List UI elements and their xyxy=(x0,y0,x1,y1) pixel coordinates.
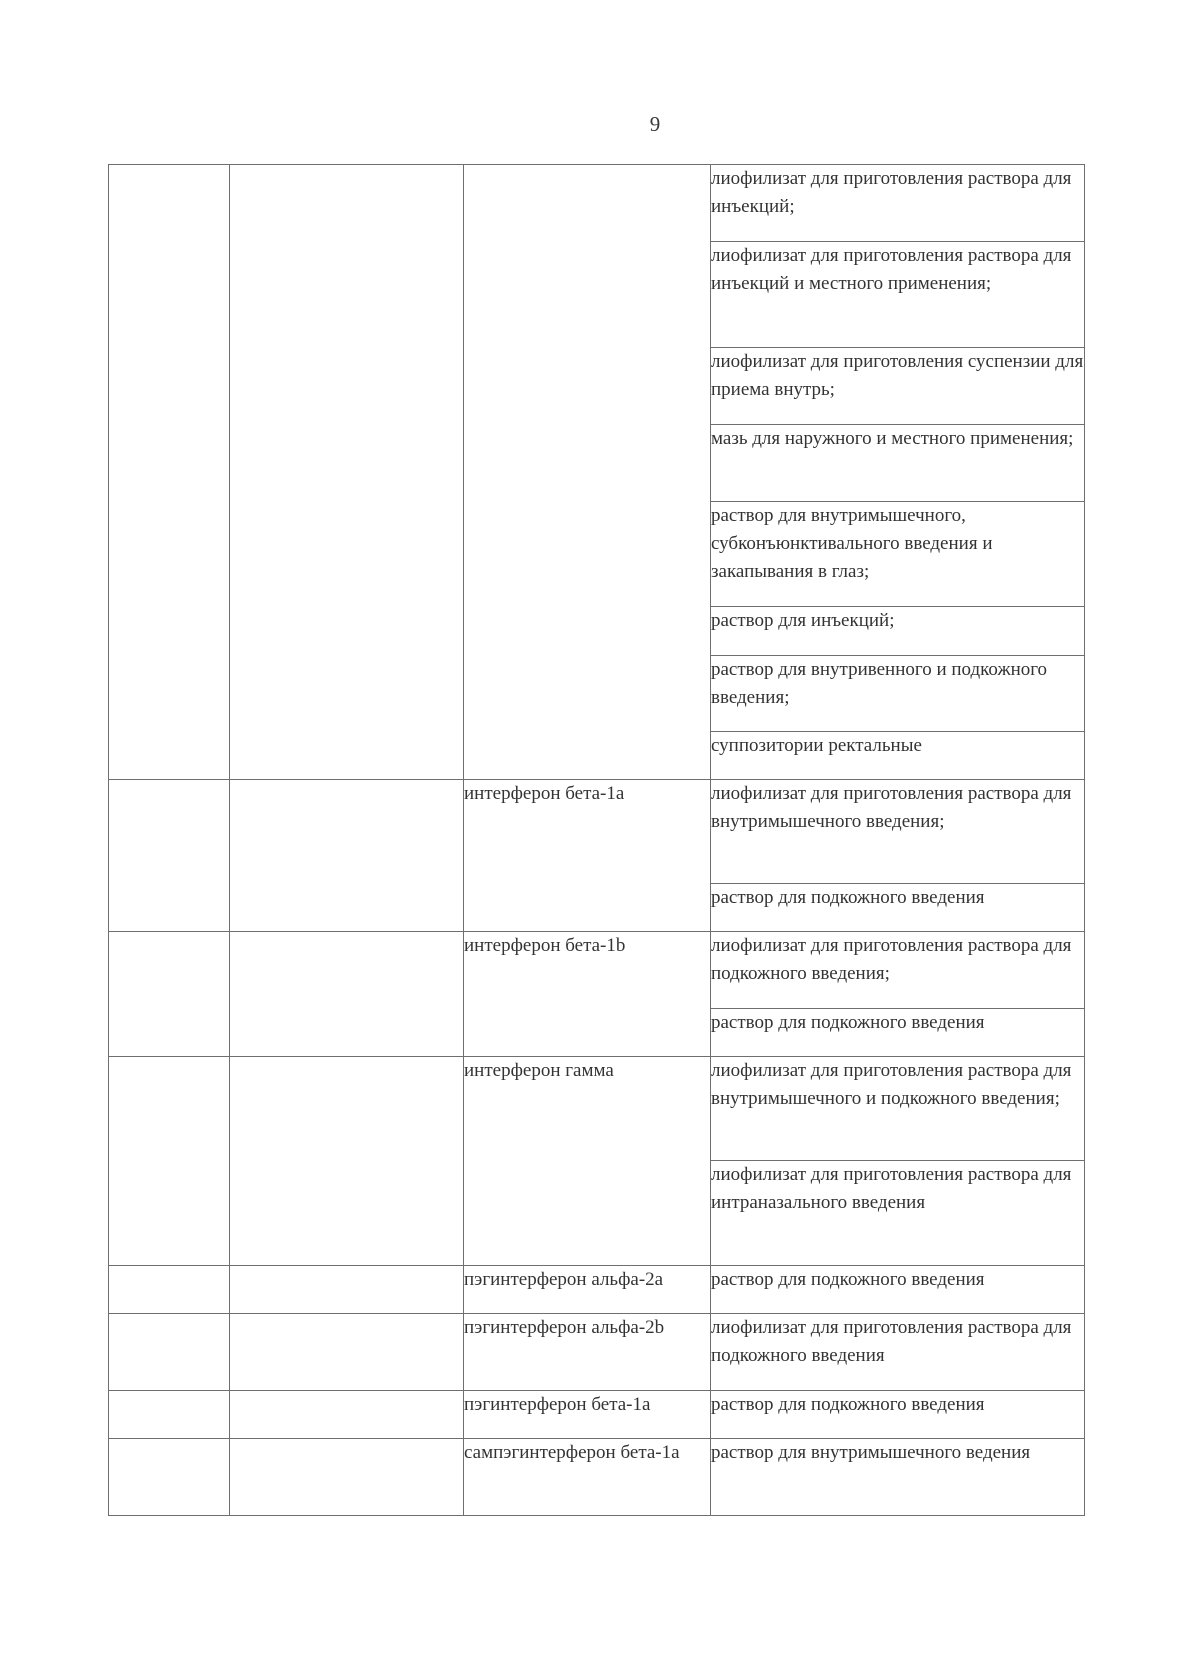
table-row xyxy=(109,1266,1085,1314)
dosage-form-cell xyxy=(711,348,1085,425)
dosage-form-text: мазь для наружного и местного применения; xyxy=(711,428,1074,449)
dosage-form-text: раствор для подкожного введения xyxy=(711,1012,985,1033)
dosage-form-cell xyxy=(711,1057,1085,1161)
drug-name-cell xyxy=(464,1391,711,1439)
table-row xyxy=(109,932,1085,1009)
drug-name-text: интерферон гамма xyxy=(464,1060,614,1081)
drug-name-text: сампэгинтерферон бета-1a xyxy=(464,1442,680,1463)
drug-name-cell xyxy=(464,780,711,932)
drug-name-text: интерферон бета-1b xyxy=(464,935,626,956)
drug-name-cell xyxy=(464,1057,711,1266)
dosage-form-cell xyxy=(711,1009,1085,1057)
drug-name-cell xyxy=(464,1266,711,1314)
table-row xyxy=(109,1314,1085,1391)
page-number: 9 xyxy=(649,112,661,136)
dosage-form-cell xyxy=(711,1266,1085,1314)
medication-table xyxy=(108,164,1085,1516)
table-row xyxy=(109,165,1085,242)
drug-name-text: интерферон бета-1a xyxy=(464,783,625,804)
dosage-form-cell xyxy=(711,1439,1085,1516)
drug-name-cell xyxy=(464,1439,711,1516)
drug-name-cell xyxy=(464,165,711,780)
group-cell xyxy=(230,1439,464,1516)
drug-name-text: пэгинтерферон бета-1a xyxy=(464,1394,651,1415)
code-cell xyxy=(109,1057,230,1266)
code-cell xyxy=(109,1314,230,1391)
dosage-form-text: раствор для внутримышечного ведения xyxy=(711,1442,1031,1463)
dosage-form-cell xyxy=(711,425,1085,502)
code-cell xyxy=(109,932,230,1057)
dosage-form-cell xyxy=(711,656,1085,732)
table-row xyxy=(109,1057,1085,1161)
dosage-form-text: лиофилизат для приготовления суспензии для приема внутрь; xyxy=(711,351,1084,400)
group-cell xyxy=(230,780,464,932)
dosage-form-cell xyxy=(711,780,1085,884)
dosage-form-cell xyxy=(711,732,1085,780)
group-cell xyxy=(230,165,464,780)
code-cell xyxy=(109,165,230,780)
dosage-form-text: лиофилизат для приготовления раствора для подкожного введения xyxy=(711,1317,1072,1366)
drug-name-text: пэгинтерферон альфа-2a xyxy=(464,1269,664,1290)
drug-name-cell xyxy=(464,932,711,1057)
dosage-form-cell xyxy=(711,165,1085,242)
dosage-form-text: раствор для внутривенного и подкожного введения; xyxy=(711,659,1048,708)
dosage-form-cell xyxy=(711,242,1085,348)
table-row xyxy=(109,1439,1085,1516)
dosage-form-text: раствор для инъекций; xyxy=(711,610,895,631)
table-row xyxy=(109,780,1085,884)
group-cell xyxy=(230,932,464,1057)
dosage-form-text: раствор для подкожного введения xyxy=(711,887,985,908)
dosage-form-text: лиофилизат для приготовления раствора для подкожного введения; xyxy=(711,935,1072,984)
dosage-form-text: лиофилизат для приготовления раствора для интраназального введения xyxy=(711,1164,1072,1213)
dosage-form-text: суппозитории ректальные xyxy=(711,735,922,756)
group-cell xyxy=(230,1391,464,1439)
dosage-form-text: лиофилизат для приготовления раствора для внутримышечного и подкожного введения; xyxy=(711,1060,1072,1109)
group-cell xyxy=(230,1314,464,1391)
code-cell xyxy=(109,780,230,932)
table-row xyxy=(109,1391,1085,1439)
dosage-form-cell xyxy=(711,932,1085,1009)
dosage-form-cell xyxy=(711,502,1085,607)
code-cell xyxy=(109,1439,230,1516)
drug-name-cell xyxy=(464,1314,711,1391)
code-cell xyxy=(109,1266,230,1314)
dosage-form-text: раствор для внутримышечного, субконъюнктивального введения и закапывания в глаз; xyxy=(711,505,993,582)
dosage-form-text: лиофилизат для приготовления раствора для инъекций и местного применения; xyxy=(711,245,1072,294)
dosage-form-cell xyxy=(711,1391,1085,1439)
dosage-form-cell xyxy=(711,884,1085,932)
dosage-form-cell xyxy=(711,1161,1085,1266)
code-cell xyxy=(109,1391,230,1439)
dosage-form-text: раствор для подкожного введения xyxy=(711,1269,985,1290)
dosage-form-text: лиофилизат для приготовления раствора для внутримышечного введения; xyxy=(711,783,1072,832)
drug-name-text: пэгинтерферон альфа-2b xyxy=(464,1317,665,1338)
dosage-form-cell xyxy=(711,1314,1085,1391)
dosage-form-text: раствор для подкожного введения xyxy=(711,1394,985,1415)
dosage-form-text: лиофилизат для приготовления раствора для инъекций; xyxy=(711,168,1072,217)
group-cell xyxy=(230,1266,464,1314)
dosage-form-cell xyxy=(711,607,1085,656)
group-cell xyxy=(230,1057,464,1266)
